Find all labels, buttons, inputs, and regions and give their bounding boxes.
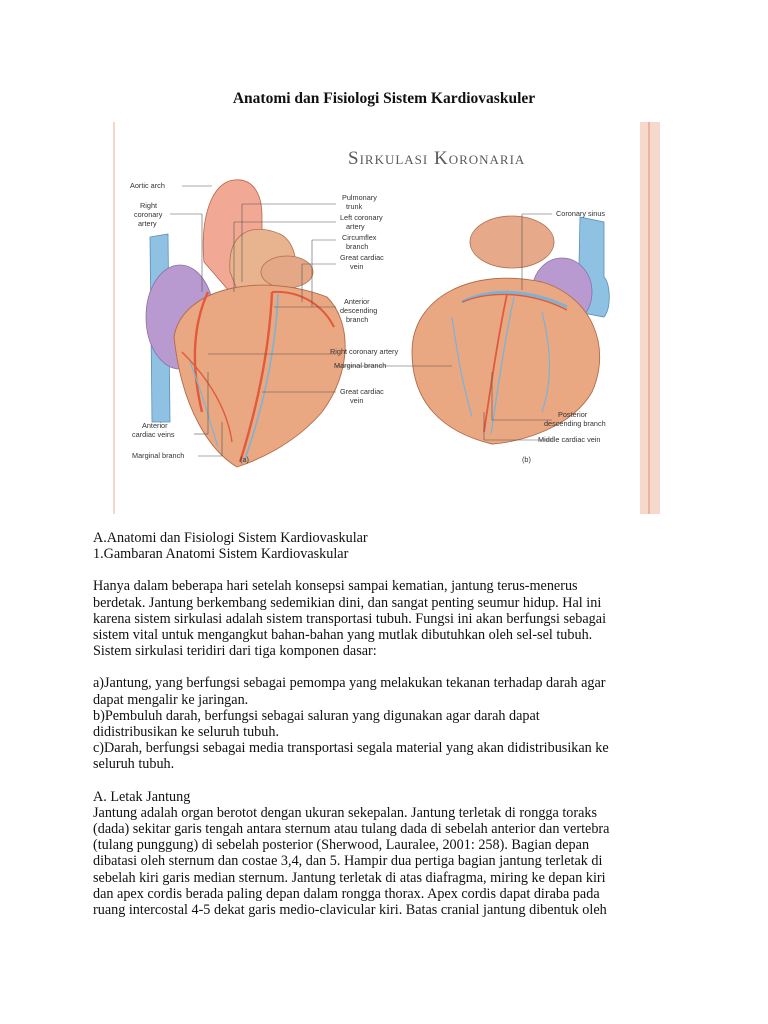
list-item-line: a)Jantung, yang berfungsi sebagai pemompa yang melakukan tekanan terhadap darah agar: [93, 675, 606, 692]
label-aortic-arch: Aortic arch: [130, 181, 165, 190]
figure-title: Sirkulasi Koronaria: [348, 148, 526, 169]
figure-accent-border: [640, 122, 660, 514]
label-anterior-desc-2: descending: [340, 306, 378, 315]
paragraph-location-line: dan apex cordis berada paling depan dalam rongga thorax. Apex cordis dapat diraba pada: [93, 885, 600, 902]
label-circumflex-1: Circumflex: [342, 233, 377, 242]
paragraph-location-line: sebelah kiri garis median sternum. Jantung terletak di atas diafragma, miring ke depan kiri: [93, 869, 606, 886]
label-great-cardiac-1: Great cardiac: [340, 253, 384, 262]
paragraph-intro-line: sistem vital untuk mengangkut bahan-bahan yang mutlak dibutuhkan oleh sel-sel tubuh.: [93, 627, 593, 644]
list-item-line: didistribusikan ke seluruh tubuh.: [93, 724, 279, 741]
section-heading-letak-jantung: A. Letak Jantung: [93, 788, 191, 805]
label-anterior-desc-3: branch: [346, 315, 369, 324]
list-item-line: b)Pembuluh darah, berfungsi sebagai saluran yang digunakan agar darah dapat: [93, 707, 540, 724]
label-great-cardiac-vein-2: vein: [350, 396, 364, 405]
label-great-cardiac-vein-1: Great cardiac: [340, 387, 384, 396]
list-item-line: c)Darah, berfungsi sebagai media transportasi segala material yang akan didistribusikan ke: [93, 740, 609, 757]
list-item-line: seluruh tubuh.: [93, 756, 175, 773]
paragraph-location-line: (tulang punggung) di sebelah posterior (Sherwood, Lauralee, 2001: 258). Bagian depan: [93, 837, 590, 854]
paragraph-intro-line: Sistem sirkulasi teridiri dari tiga komponen dasar:: [93, 643, 377, 660]
label-pulmonary-1: Pulmonary: [342, 193, 377, 202]
document-title: Anatomi dan Fisiologi Sistem Kardiovaskuler: [232, 90, 536, 107]
paragraph-location-line: Jantung adalah organ berotot dengan ukuran sekepalan. Jantung terletak di rongga toraks: [93, 804, 598, 821]
label-middle-cardiac-vein: Middle cardiac vein: [538, 435, 601, 444]
label-anterior-cardiac-1: Anterior: [142, 421, 168, 430]
label-posterior-desc-1: Posterior: [558, 410, 588, 419]
label-circumflex-2: branch: [346, 242, 369, 251]
paragraph-intro-line: berdetak. Jantung berkembang sedemikian dini, dan sangat penting seumur hidup. Hal ini: [93, 594, 602, 611]
heading-anatomy: A.Anatomi dan Fisiologi Sistem Kardiovaskular: [93, 530, 368, 546]
label-posterior-desc-2: descending branch: [544, 419, 606, 428]
label-right-coronary-2: coronary: [134, 210, 163, 219]
label-left-coronary-1: Left coronary: [340, 213, 383, 222]
label-anterior-cardiac-2: cardiac veins: [132, 430, 175, 439]
heart-anterior-illustration: [146, 180, 345, 467]
paragraph-intro-line: karena sistem sirkulasi adalah sistem transportasi tubuh. Fungsi ini akan berfungsi sebagai: [93, 610, 607, 627]
paragraph-intro-line: Hanya dalam beberapa hari setelah konsepsi sampai kematian, jantung terus-menerus: [93, 578, 578, 595]
label-coronary-sinus: Coronary sinus: [556, 209, 606, 218]
document-body: [93, 530, 673, 918]
panel-label-b: (b): [522, 455, 531, 464]
coronary-circulation-figure: [112, 122, 660, 514]
list-item-line: dapat mengalir ke jaringan.: [93, 691, 249, 708]
paragraph-location-line: (dada) sekitar garis tengah antara sternum atau tulang dada di sebelah anterior dan vertebra: [93, 821, 610, 838]
label-marginal-branch-center: Marginal branch: [334, 361, 387, 370]
label-anterior-desc-1: Anterior: [344, 297, 370, 306]
label-right-coronary-artery: Right coronary artery: [330, 347, 399, 356]
label-right-coronary-1: Right: [140, 201, 158, 210]
paragraph-location-line: ruang intercostal 4-5 dekat garis medio-clavicular kiri. Batas cranial jantung dibentuk oleh: [93, 902, 607, 919]
label-great-cardiac-2: vein: [350, 262, 364, 271]
label-marginal-branch-left: Marginal branch: [132, 451, 185, 460]
label-left-coronary-2: artery: [346, 222, 365, 231]
label-pulmonary-2: trunk: [346, 202, 363, 211]
label-right-coronary-3: artery: [138, 219, 157, 228]
panel-label-a: (a): [240, 455, 249, 464]
paragraph-location-line: dibatasi oleh sternum dan costae 3,4, dan 5. Hampir dua pertiga bagian jantung terletak di: [93, 853, 603, 870]
heading-overview: 1.Gambaran Anatomi Sistem Kardiovaskular: [93, 546, 349, 563]
